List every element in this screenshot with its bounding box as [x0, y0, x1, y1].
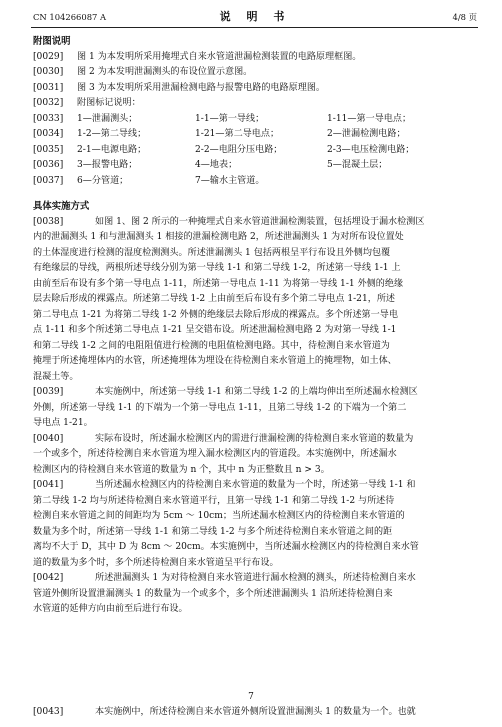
section-heading-embodiments: 具体实施方式 — [33, 201, 90, 212]
reference-row — [33, 143, 480, 159]
reference-sign-c2: 2-2—电阻分压电路； — [195, 144, 283, 155]
paragraph-number: [0042] — [33, 573, 64, 583]
paragraph-number: [0035] — [33, 144, 64, 155]
paragraph-number: [0030] — [33, 67, 64, 77]
paragraph-row — [33, 81, 480, 97]
patent-number: CN 104266087 A — [33, 12, 107, 22]
paragraph-line: 管道外侧所设置泄漏测头 1 的数量为一个或多个，多个所述泄漏测头 1 沿所述待检测自来 — [33, 588, 393, 599]
document-body — [33, 34, 480, 618]
reference-sign-c1: 1-2—第二导线； — [77, 129, 147, 139]
paragraph-line: 道的数量为多个时，多个所述待检测自来水管道呈平行布设。 — [33, 557, 279, 568]
paragraph-row — [33, 96, 480, 112]
paragraph-line: 内的泄漏测头 1 和与泄漏测头 1 相接的泄漏检测电路 2，所述泄漏测头 1 为对所布设位置处 — [33, 232, 404, 242]
paragraph-line: 层去除后形成的裸露点。所述第二导线 1-2 上由前至后布设有多个第二导电点 1-21，所述 — [33, 294, 396, 304]
paragraph-number: [0038] — [33, 216, 64, 227]
paragraph-line: 导电点 1-21。 — [33, 418, 93, 428]
page-header — [33, 8, 477, 26]
paragraph-line: 数量为多个时，所述第一导线 1-1 和第二导线 1-2 与多个所述待检测自来水管道之间的距 — [33, 526, 393, 537]
paragraph-0041 — [33, 478, 480, 571]
paragraph-number: [0043] — [33, 707, 64, 717]
paragraph-line: 所述泄漏测头 1 为对待检测自来水管道进行漏水检测的测头，所述待检测自来水 — [95, 573, 416, 583]
paragraph-text: 图 2 为本发明泄漏测头的布设位置示意图。 — [77, 67, 253, 77]
paragraph-0042 — [33, 571, 480, 618]
paragraph-line: 当所述漏水检测区内的待检测自来水管道的数量为一个时，所述第一导线 1-1 和 — [95, 480, 416, 490]
embodiment-paragraphs — [33, 215, 480, 618]
paragraph-number: [0039] — [33, 387, 64, 397]
paragraph-number: [0034] — [33, 129, 64, 139]
reference-signs-list — [33, 112, 480, 190]
page-number: 7 — [248, 692, 254, 702]
section-heading-figures: 附图说明 — [33, 36, 71, 47]
reference-row — [33, 127, 480, 143]
figure-descriptions — [33, 50, 480, 112]
paragraph-line: 外侧，所述第一导线 1-1 的下端为一个第一导电点 1-11，且第二导线 1-2 的下端为一个第二 — [33, 402, 407, 413]
paragraph-line: 如图 1、图 2 所示的一种掩埋式自来水管道泄漏检测装置，包括埋设于漏水检测区 — [95, 216, 425, 227]
paragraph-line: 第二导电点 1-21 为将第二导线 1-2 外侧的绝缘层去除后形成的裸露点。多个所述第一导电 — [33, 309, 398, 320]
paragraph-row — [33, 50, 480, 66]
paragraph-line: 混凝土等。 — [33, 371, 79, 382]
paragraph-line: 有绝缘层的导线，两根所述导线分别为第一导线 1-1 和第二导线 1-2，所述第一导线 1-1 上 — [33, 263, 401, 273]
paragraph-line: 本实施例中，所述第一导线 1-1 和第二导线 1-2 的上端均伸出至所述漏水检测区 — [95, 387, 418, 397]
paragraph-text: 附图标记说明： — [77, 98, 141, 108]
reference-row — [33, 174, 480, 190]
paragraph-line: 一个或多个，所述待检测自来水管道为埋入漏水检测区内的管道段。本实施例中，所述漏水 — [33, 449, 397, 459]
page-count: 4/8 页 — [452, 12, 477, 22]
reference-sign-c1: 6—分管道； — [77, 175, 129, 186]
paragraph-0039 — [33, 385, 480, 432]
reference-sign-c2: 1-21—第二导电点； — [195, 129, 280, 139]
paragraph-0040 — [33, 432, 480, 479]
reference-sign-c3: 1-11—第一导电点； — [327, 113, 412, 124]
reference-sign-c2: 7—输水主管道。 — [195, 175, 265, 186]
paragraph-0043 — [33, 705, 480, 721]
reference-row — [33, 158, 480, 174]
paragraph-line: 第二导线 1-2 均与所述待检测自来水管道平行，且第一导线 1-1 和第二导线 1-2 与所述待 — [33, 495, 395, 506]
paragraph-line: 离均不大于 D，其中 D 为 8cm ～ 20cm。本实施例中，当所述漏水检测区内的待检测自来水管 — [33, 542, 419, 552]
paragraph-number: [0037] — [33, 175, 64, 186]
document-type-title: 说 明 书 — [219, 10, 291, 23]
paragraph-number: [0032] — [33, 98, 64, 108]
paragraph-number: [0041] — [33, 480, 64, 490]
paragraph-line: 由前至后布设有多个第一导电点 1-11，所述第一导电点 1-11 为将第一导线 1-1 外侧的绝缘 — [33, 278, 404, 289]
reference-sign-c3: 2-3—电压检测电路； — [327, 144, 415, 155]
paragraph-text: 图 1 为本发明所采用掩埋式自来水管道泄漏检测装置的电路原理框图。 — [77, 51, 362, 62]
paragraph-number: [0040] — [33, 433, 64, 444]
paragraph-number: [0033] — [33, 113, 64, 124]
paragraph-row — [33, 65, 480, 81]
paragraph-text: 图 3 为本发明所采用泄漏检测电路与报警电路的电路原理图。 — [77, 82, 326, 93]
reference-sign-c1: 1—泄漏测头； — [77, 113, 138, 124]
section-gap — [33, 189, 480, 199]
reference-sign-c2: 4—地表； — [195, 160, 238, 170]
paragraph-line: 水管道的延伸方向由前至后进行布设。 — [33, 604, 188, 614]
reference-sign-c3: 2—泄漏检测电路； — [327, 129, 406, 139]
paragraph-text: 本实施例中，所述待检测自来水管道外侧所设置泄漏测头 1 的数量为一个。也就 — [95, 707, 416, 717]
reference-sign-c3 — [327, 174, 480, 190]
paragraph-line: 的土体湿度进行检测的湿度检测测头。所述泄漏测头 1 包括两根呈平行布设且外侧均包覆 — [33, 247, 391, 258]
paragraph-line: 检测区内的待检测自来水管道的数量为 n 个，其中 n 为正整数且 n > 3。 — [33, 464, 330, 475]
reference-sign-c1: 2-1—电源电路； — [77, 144, 147, 155]
paragraph-line: 实际布设时，所述漏水检测区内的需进行泄漏检测的待检测自来水管道的数量为 — [95, 433, 414, 444]
paragraph-number: [0031] — [33, 82, 64, 93]
paragraph-line: 点 1-11 和多个所述第二导电点 1-21 呈交错布设。所述泄漏检测电路 2 为对第一导线 1-1 — [33, 325, 397, 335]
header-rule — [31, 27, 478, 28]
paragraph-number: [0029] — [33, 51, 64, 62]
reference-sign-c3: 5—混凝土层； — [327, 160, 388, 170]
paragraph-line: 检测自来水管道之间的间距均为 5cm ～ 10cm；当所述漏水检测区内的待检测自来水管道的 — [33, 511, 405, 521]
paragraph-line: 掩埋于所述掩埋体内的水管，所述掩埋体为埋设在待检测自来水管道上的掩埋物，如土体、 — [33, 356, 397, 366]
paragraph-line: 和第二导线 1-2 之间的电阻阻值进行检测的电阻值检测电路。其中，待检测自来水管道为 — [33, 340, 390, 351]
reference-sign-c1: 3—报警电路； — [77, 160, 138, 170]
paragraph-0038 — [33, 215, 480, 386]
reference-row — [33, 112, 480, 128]
reference-sign-c2: 1-1—第一导线； — [195, 113, 265, 124]
paragraph-number: [0036] — [33, 160, 64, 170]
